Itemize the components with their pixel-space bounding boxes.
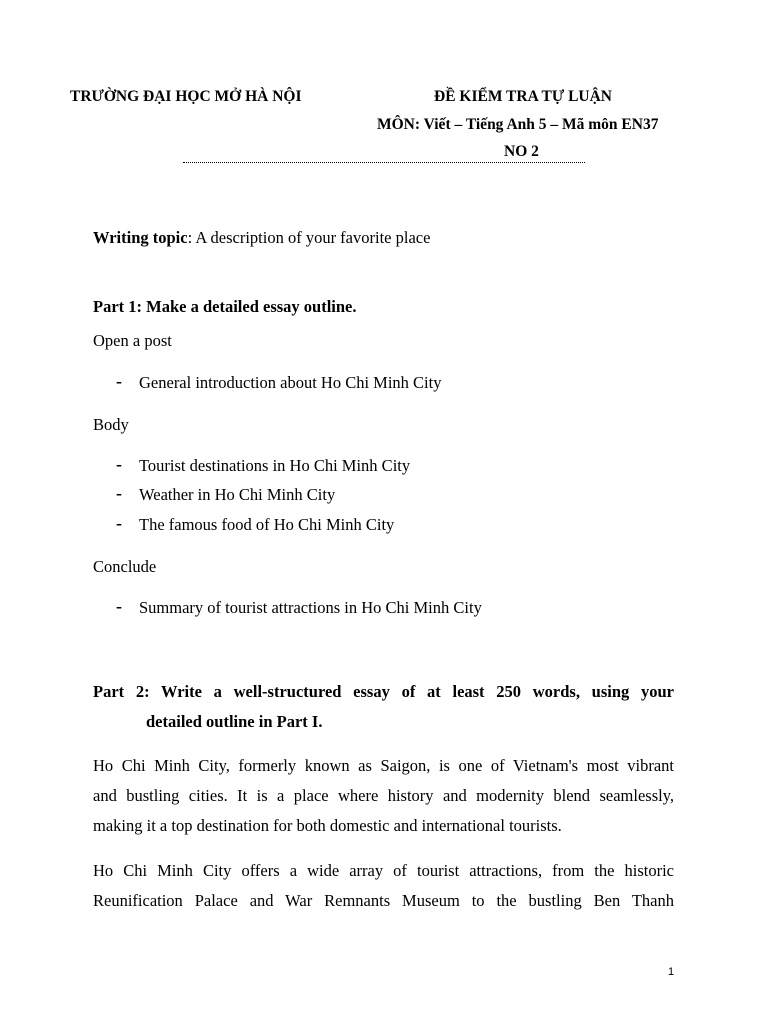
bullet-dash: -: [116, 483, 122, 503]
essay-paragraph: [93, 751, 674, 841]
bullet-dash: -: [116, 454, 122, 474]
outline-heading-open: Open a post: [93, 331, 172, 350]
outline-item: Weather in Ho Chi Minh City: [139, 485, 336, 504]
school-name: TRƯỜNG ĐẠI HỌC MỞ HÀ NỘI: [70, 88, 302, 105]
essay-line: Reunification Palace and War Remnants Museum to the bustling Ben Thanh: [93, 891, 674, 910]
part2-title-line: Part 2: Write a well-structured essay of at least 250 words, using your: [93, 682, 674, 701]
outline-heading-conclude: Conclude: [93, 557, 157, 576]
exam-number: NO 2: [504, 143, 539, 160]
writing-topic-label: Writing topic: [93, 228, 188, 247]
outline-item: The famous food of Ho Chi Minh City: [139, 515, 395, 534]
essay-line: Ho Chi Minh City, formerly known as Saigon, is one of Vietnam's most vibrant: [93, 756, 674, 775]
dotted-divider: [183, 162, 585, 163]
outline-item: General introduction about Ho Chi Minh City: [139, 373, 442, 392]
part2-title: [93, 677, 674, 707]
subject-line: MÔN: Viết – Tiếng Anh 5 – Mã môn EN37: [377, 116, 659, 133]
bullet-dash: -: [116, 596, 122, 616]
bullet-dash: -: [116, 513, 122, 533]
outline-heading-body: Body: [93, 415, 129, 434]
writing-topic-text: : A description of your favorite place: [187, 228, 431, 247]
exam-title: ĐỀ KIỂM TRA TỰ LUẬN: [434, 88, 612, 105]
essay-paragraph: [93, 856, 674, 916]
outline-item: Tourist destinations in Ho Chi Minh City: [139, 456, 411, 475]
writing-topic: [93, 228, 430, 248]
essay-line: making it a top destination for both domestic and international tourists.: [93, 816, 562, 835]
outline-item: Summary of tourist attractions in Ho Chi Minh City: [139, 598, 482, 617]
page-number: 1: [668, 966, 675, 978]
part2-title-line: detailed outline in Part I.: [146, 712, 323, 731]
essay-line: and bustling cities. It is a place where history and modernity blend seamlessly,: [93, 786, 674, 805]
part1-title: Part 1: Make a detailed essay outline.: [93, 297, 357, 316]
essay-line: Ho Chi Minh City offers a wide array of tourist attractions, from the historic: [93, 861, 674, 880]
bullet-dash: -: [116, 371, 122, 391]
